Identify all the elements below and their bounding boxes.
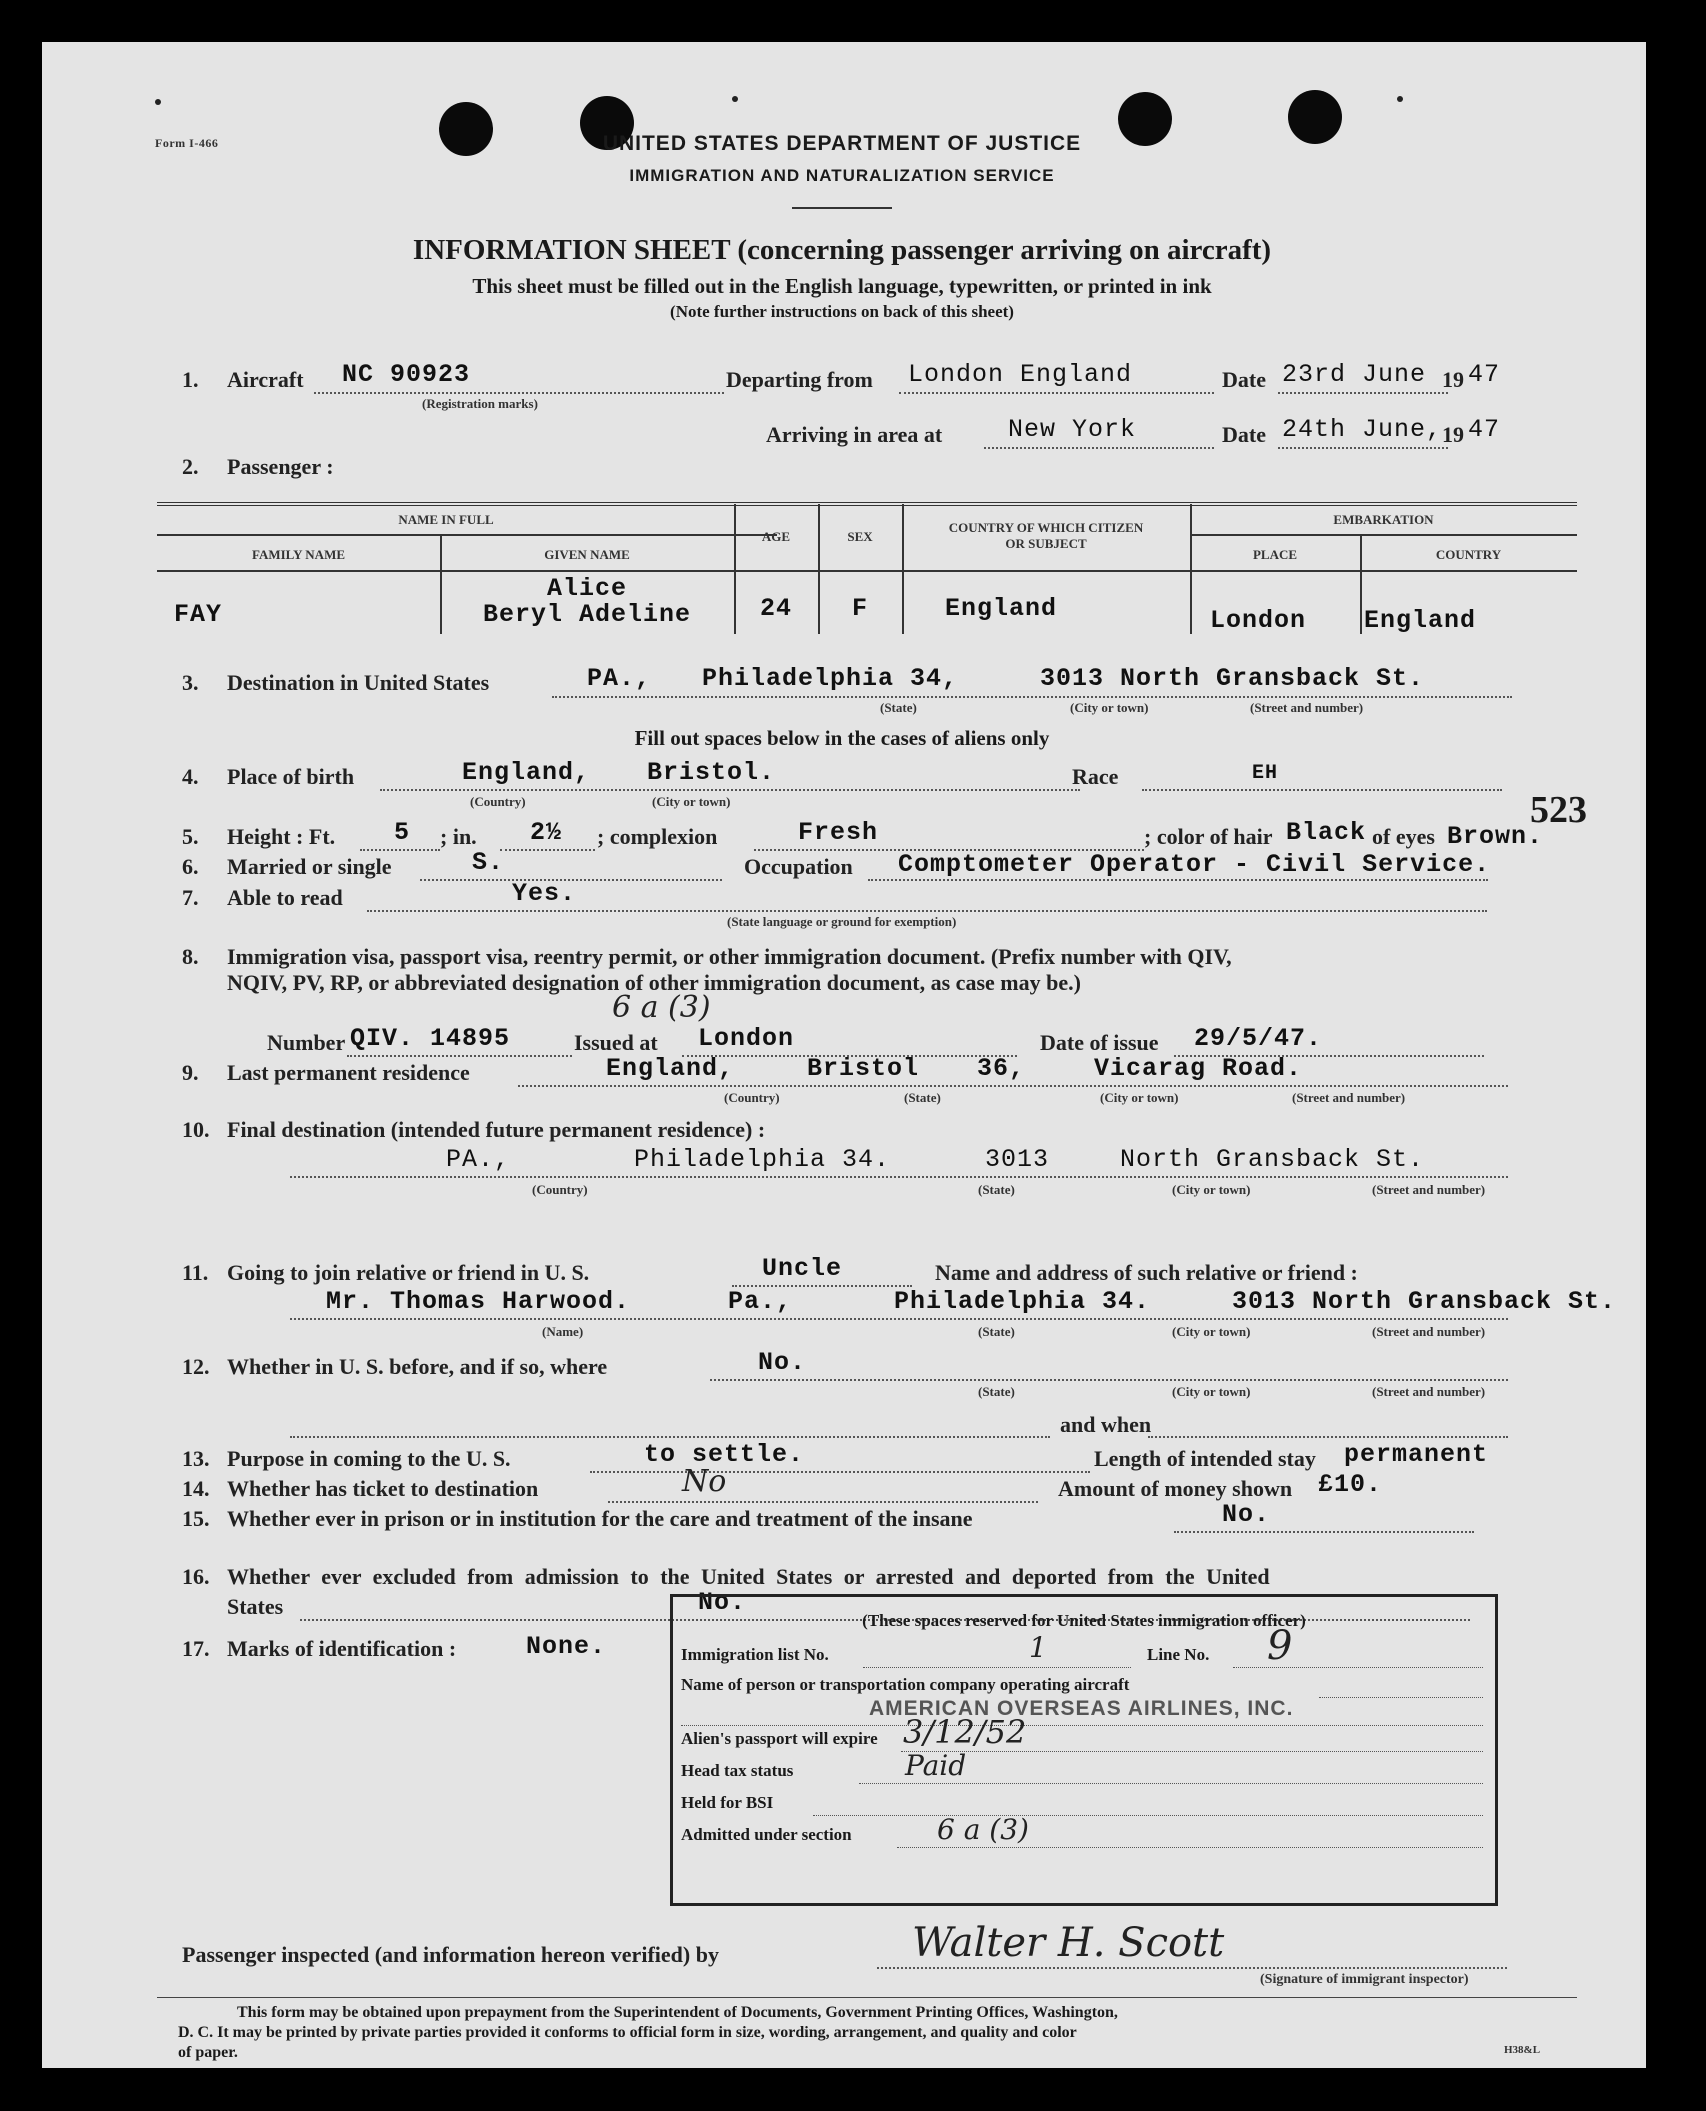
ticket-label: Whether has ticket to destination [227, 1476, 539, 1501]
money-label: Amount of money shown [1058, 1476, 1293, 1501]
dest-state-field[interactable]: PA., [587, 664, 652, 693]
margin-number: 523 [1530, 789, 1587, 831]
money-field[interactable]: £10. [1318, 1470, 1383, 1499]
residence-street-field[interactable]: Vicarag Road. [1094, 1054, 1303, 1083]
dotted-line [1319, 1697, 1483, 1698]
footer-text: of paper. [178, 2044, 238, 2061]
caption: (Country) [470, 794, 526, 809]
caption: (State) [978, 1182, 1015, 1197]
handwritten-annotation: 6 a (3) [612, 990, 711, 1025]
item-number: 12. [182, 1354, 210, 1379]
item-number: 5. [182, 824, 199, 849]
head-tax-field[interactable]: Paid [905, 1749, 967, 1782]
print-code: H38&L [1504, 2044, 1541, 2056]
arrive-year-field[interactable]: 47 [1468, 415, 1501, 444]
sheet-title: INFORMATION SHEET (concerning passenger arriving on aircraft) [412, 234, 1272, 266]
destination-label: Destination in United States [227, 670, 490, 695]
read-label: Able to read [227, 885, 343, 910]
aliens-heading: Fill out spaces below in the cases of aliens only [634, 726, 1050, 750]
relative-name-field[interactable]: Mr. Thomas Harwood. [326, 1287, 631, 1316]
complexion-field[interactable]: Fresh [798, 818, 879, 847]
married-label: Married or single [227, 854, 392, 879]
year-prefix: 19 [1442, 367, 1464, 392]
header-country: COUNTRY [1435, 547, 1502, 562]
stay-label: Length of intended stay [1094, 1446, 1316, 1471]
caption: (Signature of immigrant inspector) [1260, 1972, 1469, 1987]
residence-state-field[interactable]: Bristol [807, 1054, 920, 1083]
embark-country-field[interactable]: England [1364, 606, 1477, 635]
dotted-line [1142, 789, 1502, 791]
stay-field[interactable]: permanent [1344, 1440, 1489, 1469]
embark-place-field[interactable]: London [1210, 606, 1307, 635]
item-number: 9. [182, 1060, 199, 1085]
issued-label: Issued at [574, 1030, 658, 1055]
race-field[interactable]: EH [1252, 762, 1279, 785]
relative-city-field[interactable]: Philadelphia 34. [894, 1287, 1151, 1316]
dotted-line [868, 879, 1488, 881]
line-number-label: Line No. [1147, 1645, 1210, 1664]
item-number: 8. [182, 944, 199, 969]
header-embarkation: EMBARKATION [1333, 512, 1434, 527]
given-name-field[interactable]: Beryl Adeline [482, 600, 692, 629]
bsi-label: Held for BSI [681, 1793, 774, 1812]
company-stamp[interactable]: AMERICAN OVERSEAS AIRLINES, INC. [869, 1697, 1294, 1720]
passenger-label: Passenger : [227, 454, 334, 479]
dotted-line [290, 1436, 1050, 1438]
item-number: 10. [182, 1117, 210, 1142]
item-number: 4. [182, 764, 199, 789]
date-label: Date [1222, 367, 1266, 392]
hair-label: ; color of hair [1144, 824, 1273, 849]
dotted-line [367, 910, 1487, 912]
dotted-line [380, 789, 1080, 791]
final-destination-label: Final destination (intended future permanent residence) : [227, 1117, 766, 1142]
footer-rule [157, 1997, 1577, 1998]
dotted-line [360, 849, 440, 851]
visa-number-field[interactable]: QIV. 14895 [350, 1024, 511, 1053]
caption: (Street and number) [1292, 1090, 1406, 1105]
married-field[interactable]: S. [472, 848, 505, 877]
family-name-field[interactable]: FAY [174, 600, 223, 629]
header-place: PLACE [1252, 547, 1298, 562]
punch-hole [439, 102, 493, 156]
departing-label: Departing from [726, 367, 873, 392]
eyes-field[interactable]: Brown. [1447, 822, 1544, 851]
caption: (State) [880, 700, 917, 715]
dotted-line [901, 1751, 1483, 1752]
dotted-line [608, 1501, 1038, 1503]
service-title: IMMIGRATION AND NATURALIZATION SERVICE [629, 166, 1055, 185]
form-sheet [42, 42, 1646, 2068]
caption: (Street and number) [1250, 700, 1364, 715]
year-prefix: 19 [1442, 422, 1464, 447]
caption: (State) [904, 1090, 941, 1105]
marks-label: Marks of identification : [227, 1636, 457, 1661]
caption: (City or town) [1070, 700, 1149, 715]
item-number: 2. [182, 454, 199, 479]
dotted-line [813, 1815, 1483, 1816]
issue-date-label: Date of issue [1040, 1030, 1159, 1055]
height-label: Height : Ft. [227, 824, 336, 849]
dotted-line [518, 1085, 1508, 1087]
marks-field[interactable]: None. [526, 1632, 607, 1661]
item-number: 17. [182, 1636, 210, 1661]
company-label: Name of person or transportation company operating aircraft [681, 1675, 1130, 1694]
speck [155, 99, 161, 105]
caption: (Name) [542, 1324, 584, 1339]
visa-number-label: Number [267, 1030, 346, 1055]
header-name-in-full: NAME IN FULL [398, 512, 494, 527]
table-rule [1192, 534, 1577, 536]
dotted-line [863, 1667, 1131, 1668]
item-number: 7. [182, 885, 199, 910]
table-rule [157, 502, 1577, 506]
occupation-field[interactable]: Comptometer Operator - Civil Service. [898, 850, 1491, 879]
occupation-label: Occupation [744, 854, 853, 879]
date-label: Date [1222, 422, 1266, 447]
sex-field[interactable]: F [851, 594, 868, 623]
inspected-label: Passenger inspected (and information hereon verified) by [182, 1942, 719, 1967]
dotted-line [899, 392, 1214, 394]
dest-city-field[interactable]: Philadelphia 34, [702, 664, 959, 693]
residence-label: Last permanent residence [227, 1060, 470, 1085]
final-country-field[interactable]: PA., [446, 1145, 511, 1174]
dotted-line [552, 696, 1512, 698]
relative-state-field[interactable]: Pa., [728, 1287, 793, 1316]
age-field[interactable]: 24 [759, 594, 792, 623]
caption: (Country) [724, 1090, 780, 1105]
caption: (State) [978, 1384, 1015, 1399]
dotted-line [290, 1176, 1508, 1178]
final-street-field[interactable]: North Gransback St. [1120, 1145, 1425, 1174]
form-number: Form I-466 [155, 136, 219, 150]
punch-hole [1118, 92, 1172, 146]
read-field[interactable]: Yes. [512, 879, 577, 908]
depart-year-field[interactable]: 47 [1468, 360, 1501, 389]
dotted-line [314, 392, 724, 394]
dotted-line [897, 1847, 1483, 1848]
item-number: 3. [182, 670, 199, 695]
list-number-field[interactable]: 1 [1029, 1631, 1047, 1664]
caption: (City or town) [1100, 1090, 1179, 1105]
excluded-label: Whether ever excluded from admission to the United States or arrested and deported from the United [227, 1564, 1270, 1589]
aircraft-label: Aircraft [227, 367, 304, 392]
caption: (Country) [532, 1182, 588, 1197]
speck [732, 96, 738, 102]
purpose-field[interactable]: to settle. [644, 1440, 805, 1469]
dotted-line [500, 849, 595, 851]
speck [1397, 96, 1403, 102]
inspector-signature[interactable]: Walter H. Scott [912, 1920, 1225, 1966]
residence-country-field[interactable]: England, [606, 1054, 735, 1083]
footer-text: D. C. It may be printed by private parties provided it conforms to official form in size, wording, arrangement, and quality and color [178, 2024, 1077, 2041]
caption: (City or town) [1172, 1324, 1251, 1339]
birth-country-field[interactable]: England, [462, 758, 591, 787]
item-number: 14. [182, 1476, 210, 1501]
dotted-line [290, 1318, 1508, 1320]
relative-name-label: Name and address of such relative or friend : [935, 1260, 1358, 1285]
final-state-field[interactable]: Philadelphia 34. [634, 1145, 891, 1174]
dotted-line [1278, 392, 1448, 394]
footer-text: This form may be obtained upon prepayment from the Superintendent of Documents, Government Printing Offices, Washington, [237, 2004, 1118, 2021]
caption: (City or town) [1172, 1384, 1251, 1399]
caption: (City or town) [652, 794, 731, 809]
arriving-field[interactable]: New York [1008, 415, 1137, 444]
excluded-label: States [227, 1594, 284, 1619]
item-number: 15. [182, 1506, 210, 1531]
officer-box [670, 1594, 1498, 1906]
previous-visit-field[interactable]: No. [758, 1348, 807, 1377]
table-rule [157, 570, 1577, 572]
prison-label: Whether ever in prison or in institution for the care and treatment of the insane [227, 1506, 973, 1531]
height-in-field[interactable]: 2½ [530, 818, 563, 847]
dotted-line [590, 1471, 1090, 1473]
header-age: AGE [761, 529, 791, 544]
dotted-line [681, 1725, 1483, 1726]
visa-instruction: Immigration visa, passport visa, reentry permit, or other immigration document. (Prefix number with QIV, [227, 944, 1232, 969]
depart-date-field[interactable]: 23rd June [1282, 360, 1427, 389]
section-field[interactable]: 6 a (3) [937, 1813, 1029, 1846]
passport-expiry-field[interactable]: 3/12/52 [903, 1713, 1027, 1751]
dotted-line [877, 1967, 1507, 1969]
height-ft-field[interactable]: 5 [394, 818, 411, 847]
excluded-field[interactable]: No. [698, 1588, 747, 1617]
departing-field[interactable]: London England [908, 360, 1133, 389]
instruction-2: (Note further instructions on back of this sheet) [670, 302, 1014, 321]
race-label: Race [1072, 764, 1119, 789]
birth-city-field[interactable]: Bristol. [647, 758, 776, 787]
caption: (Street and number) [1372, 1182, 1486, 1197]
agency-title: UNITED STATES DEPARTMENT OF JUSTICE [602, 132, 1082, 155]
residence-city-field[interactable]: 36, [977, 1054, 1026, 1083]
arriving-label: Arriving in area at [766, 422, 943, 447]
item-number: 13. [182, 1446, 210, 1471]
caption: (Street and number) [1372, 1384, 1486, 1399]
and-when-label: and when [1060, 1412, 1152, 1437]
relative-label: Going to join relative or friend in U. S. [227, 1260, 590, 1285]
section-label: Admitted under section [681, 1825, 852, 1844]
purpose-label: Purpose in coming to the U. S. [227, 1446, 511, 1471]
aircraft-field[interactable]: NC 90923 [342, 360, 471, 389]
prison-field[interactable]: No. [1222, 1500, 1271, 1529]
item-number: 11. [182, 1260, 209, 1285]
complexion-label: ; complexion [597, 824, 718, 849]
instruction-1: This sheet must be filled out in the English language, typewritten, or printed in ink [472, 274, 1212, 298]
dotted-line [984, 447, 1214, 449]
head-tax-label: Head tax status [681, 1761, 794, 1780]
dotted-line [1174, 1531, 1474, 1533]
given-name-field[interactable]: Alice [546, 574, 627, 603]
eyes-label: of eyes [1372, 824, 1435, 849]
item-number: 1. [182, 367, 199, 392]
caption: (State language or ground for exemption) [727, 914, 957, 929]
final-city-field[interactable]: 3013 [985, 1145, 1050, 1174]
header-rule [792, 207, 892, 209]
relative-field[interactable]: Uncle [762, 1254, 843, 1283]
dest-street-field[interactable]: 3013 North Gransback St. [1040, 664, 1425, 693]
caption: (Street and number) [1372, 1324, 1486, 1339]
ticket-field[interactable]: No [682, 1464, 727, 1499]
dotted-line [347, 1055, 572, 1057]
item-number: 16. [182, 1564, 210, 1589]
hair-field[interactable]: Black [1286, 818, 1367, 847]
dotted-line [859, 1783, 1483, 1784]
table-rule [157, 534, 777, 536]
header-given-name: GIVEN NAME [544, 547, 630, 562]
dotted-line [710, 1379, 1508, 1381]
punch-hole [1288, 90, 1342, 144]
caption: (Registration marks) [422, 396, 538, 411]
caption: (City or town) [1172, 1182, 1251, 1197]
relative-street-field[interactable]: 3013 North Gransback St. [1232, 1287, 1617, 1316]
list-number-label: Immigration list No. [681, 1645, 829, 1664]
previous-visit-label: Whether in U. S. before, and if so, where [227, 1354, 608, 1379]
arrive-date-field[interactable]: 24th June, [1282, 415, 1443, 444]
header-sex: SEX [847, 529, 873, 544]
header-family-name: FAMILY NAME [251, 547, 346, 562]
officer-box-header: (These spaces reserved for United States immigration officer) [862, 1611, 1306, 1630]
birth-label: Place of birth [227, 764, 355, 789]
dotted-line [1148, 1436, 1508, 1438]
inches-label: ; in. [440, 824, 477, 849]
issue-date-field[interactable]: 29/5/47. [1194, 1024, 1323, 1053]
caption: (State) [978, 1324, 1015, 1339]
dotted-line [1278, 447, 1448, 449]
line-number-field[interactable]: 9 [1267, 1623, 1293, 1669]
issued-field[interactable]: London [698, 1024, 795, 1053]
header-country-citizen: OR SUBJECT [1005, 536, 1087, 551]
passport-expiry-label: Alien's passport will expire [681, 1729, 878, 1748]
header-country-citizen: COUNTRY OF WHICH CITIZEN [948, 520, 1144, 535]
citizen-field[interactable]: England [945, 594, 1058, 623]
item-number: 6. [182, 854, 199, 879]
visa-instruction: NQIV, PV, RP, or abbreviated designation of other immigration document, as case may be.) [227, 970, 1081, 995]
